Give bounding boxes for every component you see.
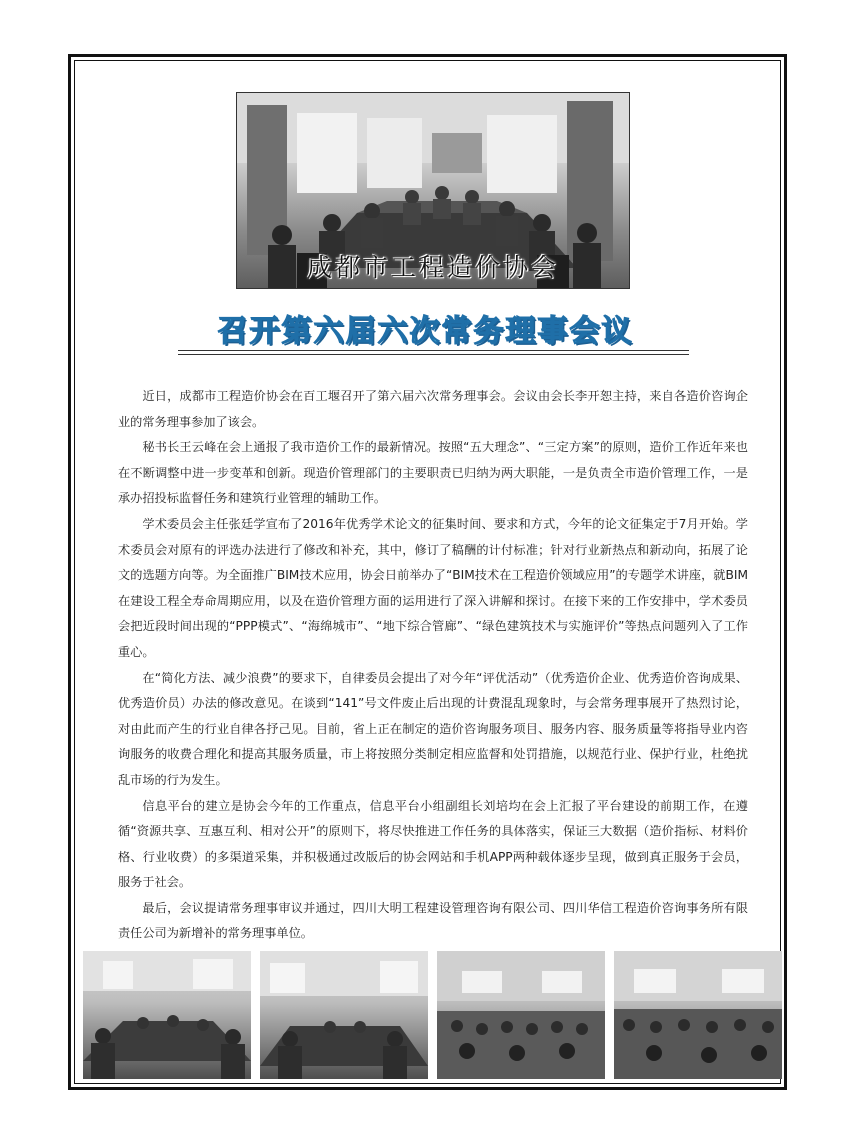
photo-strip: [83, 951, 783, 1079]
article-paragraph: 近日，成都市工程造价协会在百工堰召开了第六届六次常务理事会。会议由会长李开恕主持，来自各造价咨询企业的常务理事参加了该会。: [118, 389, 748, 429]
article-paragraph: 学术委员会主任张廷学宣布了2016年优秀学术论文的征集时间、要求和方式，今年的论文征集定于7月开始。学术委员会对原有的评选办法进行了修改和补充，其中，修订了稿酬的计付标准；针对行业新热点和新动向，拓展了论文的选题方向等。为全面推广BIM技术应用，协会日前举办了“BIM技术在工程造价领域应用”的专题学术讲座，就BIM在建设工程全寿命周期应用，以及在造价管理方面的运用进行了深入讲解和探讨。在接下来的工作安排中，学术委员会把近段时间出现的“PPP模式”、“海绵城市”、“地下综合管廊”、“绿色建筑技术与实施评价”等热点问题列入了工作重心。: [118, 516, 748, 659]
hero-caption: 成都市工程造价协会: [306, 253, 559, 282]
meeting-photo-2: [260, 951, 428, 1079]
headline-rule-bottom: [178, 354, 689, 355]
hero-photo: [236, 92, 630, 289]
article-headline: 召开第六届六次常务理事会议: [217, 314, 634, 349]
article-paragraph: 最后，会议提请常务理事审议并通过，四川大明工程建设管理咨询有限公司、四川华信工程造价咨询事务所有限责任公司为新增补的常务理事单位。: [118, 900, 748, 941]
article-paragraph: 在“简化方法、减少浪费”的要求下，自律委员会提出了对今年“评优活动”（优秀造价企业、优秀造价咨询成果、优秀造价员）办法的修改意见。在谈到“141”号文件废止后出现的计费混乱现象时，与会常务理事展开了热烈讨论，对由此而产生的行业自律各抒己见。目前，省上正在制定的造价咨询服务项目、服务内容、服务质量等将指导业内咨询服务的收费合理化和提高其服务质量，市上将按照分类制定相应监督和处罚措施，以规范行业、保护行业，杜绝扰乱市场的行为发生。: [118, 670, 748, 787]
article-paragraph: 秘书长王云峰在会上通报了我市造价工作的最新情况。按照“五大理念”、“三定方案”的原则，造价工作近年来也在不断调整中进一步变革和创新。现造价管理部门的主要职责已归纳为两大职能，一是负责全市造价管理工作，一是承办招投标监督任务和建筑行业管理的辅助工作。: [118, 440, 748, 506]
meeting-photo-3: [437, 951, 605, 1079]
meeting-photo-4: [614, 951, 782, 1079]
headline-rule-top: [178, 350, 689, 351]
article-paragraph: 信息平台的建立是协会今年的工作重点，信息平台小组副组长刘培均在会上汇报了平台建设的前期工作，在遵循“资源共享、互惠互利、相对公开”的原则下，将尽快推进工作任务的具体落实，保证三大数据（造价指标、材料价格、行业收费）的多渠道采集，并积极通过改版后的协会网站和手机APP两种载体逐步呈现，做到真正服务于会员，服务于社会。: [118, 798, 748, 890]
meeting-photo-1: [83, 951, 251, 1079]
article-body: [118, 384, 748, 947]
